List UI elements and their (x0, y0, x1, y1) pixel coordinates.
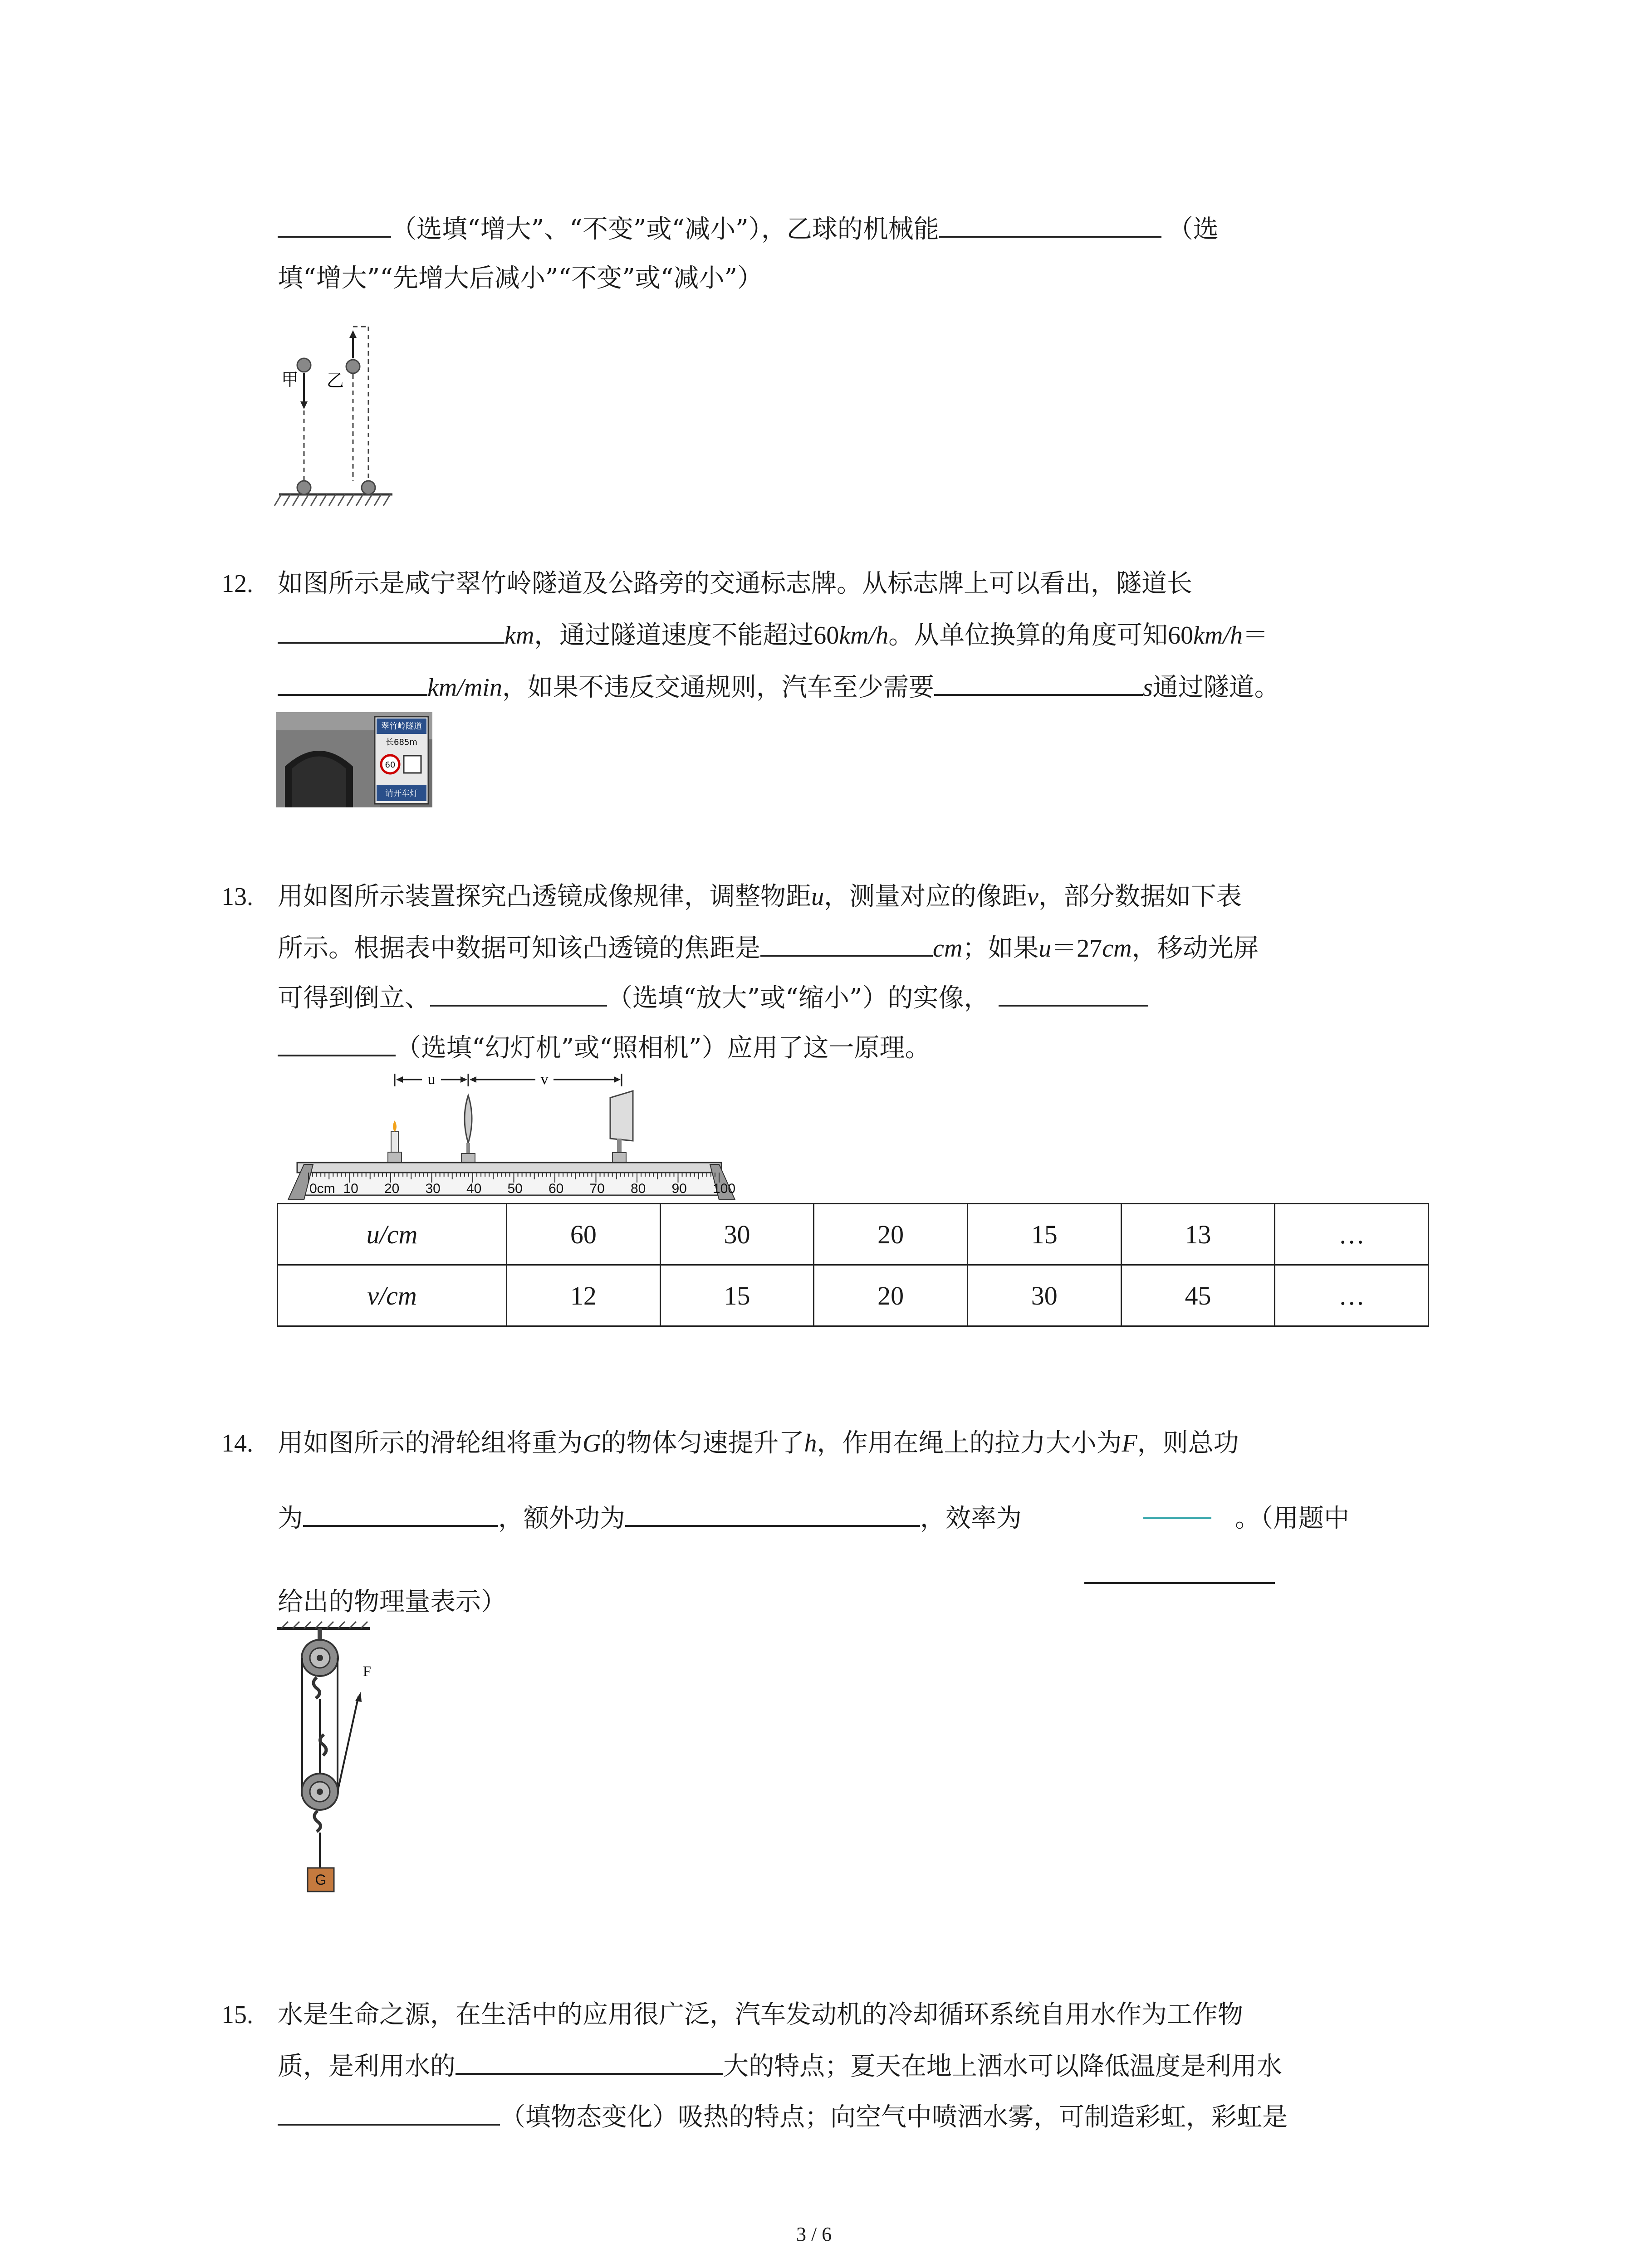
table-cell: 60 (507, 1204, 661, 1265)
table-row-head: u/cm (278, 1204, 507, 1265)
q14-blank-total-work[interactable] (303, 1502, 498, 1527)
table-cell: 13 (1121, 1204, 1275, 1265)
table-cell: 45 (1121, 1265, 1275, 1326)
sign-lights: 请开车灯 (385, 789, 418, 798)
table-cell: 15 (967, 1204, 1121, 1265)
q11-figure (272, 313, 404, 513)
table-cell: … (1275, 1204, 1429, 1265)
table-cell: 15 (660, 1265, 814, 1326)
q14-line2: 为 ，额外功为 ，效率为 。（用题中 (278, 1502, 1349, 1533)
q14-pulley-figure (272, 1619, 390, 1910)
q13-data-table (277, 1203, 1429, 1327)
q14-line1: 用如图所示的滑轮组将重为G的物体匀速提升了h，作用在绳上的拉力大小为F，则总功 (278, 1428, 1239, 1458)
table-cell: 30 (967, 1265, 1121, 1326)
fig-F-label: F (363, 1663, 371, 1679)
q14-blank-extra-work[interactable] (625, 1502, 920, 1527)
q12-tunnel-photo (276, 712, 432, 807)
page-number: 3 / 6 (796, 2223, 832, 2245)
table-cell: 20 (814, 1204, 968, 1265)
q12-blank-seconds[interactable] (934, 671, 1143, 696)
table-cell: 20 (814, 1265, 968, 1326)
q14-blank-efficiency[interactable] (1084, 1582, 1275, 1584)
q13-line1: 用如图所示装置探究凸透镜成像规律，调整物距u，测量对应的像距v，部分数据如下表 (278, 882, 1242, 911)
fig-v-label: v (540, 1071, 549, 1088)
q14-line3: 给出的物理量表示） (278, 1587, 506, 1617)
q13-blank-focal[interactable] (760, 932, 933, 957)
q13-line2: 所示。根据表中数据可知该凸透镜的焦距是 cm；如果u＝27cm，移动光屏 (278, 932, 1259, 963)
q15-line1: 水是生命之源，在生活中的应用很广泛，汽车发动机的冷却循环系统自用水作为工作物 (278, 2000, 1243, 2029)
q11-blank-2[interactable] (939, 213, 1161, 238)
fig-label-jia: 甲 (281, 370, 299, 390)
table-cell: 12 (507, 1265, 661, 1326)
sign-tunnel-name: 翠竹岭隧道 (381, 722, 422, 731)
fig-u-label: u (427, 1071, 436, 1088)
ruler-label: 30 (425, 1181, 441, 1196)
table-row (278, 1265, 1429, 1326)
table-row-head: v/cm (278, 1265, 507, 1326)
q11-line2: 填“增大”“先增大后减小”“不变”或“减小”） (278, 264, 763, 293)
ruler-label: 40 (466, 1181, 482, 1196)
q12-blank-kmmin[interactable] (278, 671, 427, 696)
table-row (278, 1204, 1429, 1265)
q13-line4: （选填“幻灯机”或“照相机”）应用了这一原理。 (278, 1032, 931, 1063)
q12-line2: km，通过隧道速度不能超过60km/h。从单位换算的角度可知60km/h＝ (278, 619, 1268, 650)
q15-line2: 质，是利用水的 大的特点；夏天在地上洒水可以降低温度是利用水 (278, 2050, 1282, 2081)
table-cell: 30 (660, 1204, 814, 1265)
q13-number: 13. (221, 883, 253, 911)
q13-blank-device-b[interactable] (278, 1032, 396, 1056)
q13-blank-size[interactable] (430, 982, 607, 1007)
q15-blank-property[interactable] (456, 2050, 723, 2075)
q12-number: 12. (221, 570, 253, 598)
q13-bench-figure (272, 1064, 753, 1209)
q13-blank-device-a[interactable] (999, 982, 1148, 1007)
ruler-label: 80 (631, 1181, 646, 1196)
ruler-label: 10 (343, 1181, 358, 1196)
ruler-label: 50 (507, 1181, 523, 1196)
q14-efficiency-fraction[interactable] (1143, 1517, 1211, 1519)
q14-number: 14. (221, 1429, 253, 1457)
q12-blank-length[interactable] (278, 619, 505, 644)
q12-line1: 如图所示是咸宁翠竹岭隧道及公路旁的交通标志牌。从标志牌上可以看出，隧道长 (278, 569, 1192, 598)
q11-line1: （选填“增大”、“不变”或“减小”），乙球的机械能 （选 (278, 213, 1219, 244)
q12-line3: km/min，如果不违反交通规则，汽车至少需要 s通过隧道。 (278, 671, 1280, 702)
sign-tunnel-length: 长685m (386, 738, 417, 747)
fig-G-label: G (315, 1872, 327, 1888)
ruler-label: 20 (384, 1181, 400, 1196)
q15-line3: （填物态变化）吸热的特点；向空气中喷洒水雾，可制造彩虹，彩虹是 (278, 2101, 1288, 2132)
q13-line3: 可得到倒立、 （选填“放大”或“缩小”）的实像， (278, 982, 1148, 1013)
fig-label-yi: 乙 (327, 371, 344, 391)
q11-blank-1[interactable] (278, 213, 391, 238)
ruler-label: 70 (589, 1181, 605, 1196)
sign-speed-limit: 60 (385, 760, 396, 770)
ruler-label: 100 (713, 1181, 736, 1196)
q15-number: 15. (221, 2001, 253, 2029)
q15-blank-phase-change[interactable] (278, 2101, 500, 2126)
ruler-label: 90 (671, 1181, 687, 1196)
ruler-label: 60 (549, 1181, 564, 1196)
table-cell: … (1275, 1265, 1429, 1326)
ruler-label: 0cm (309, 1181, 335, 1196)
